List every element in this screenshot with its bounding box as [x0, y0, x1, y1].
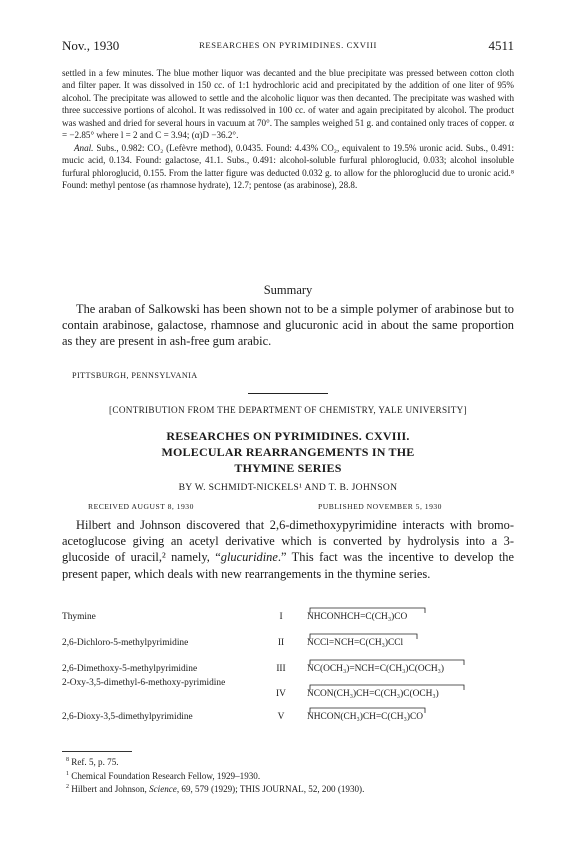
- compound-name: 2,6-Dimethoxy-5-methylpyrimidine: [62, 664, 198, 674]
- footnote-mark: 2: [66, 784, 69, 790]
- compound-numeral: V: [277, 712, 285, 722]
- published-date: PUBLISHED NOVEMBER 5, 1930: [318, 502, 442, 511]
- compound-numeral: IV: [276, 689, 286, 699]
- compound-name: 2-Oxy-3,5-dimethyl-6-methoxy-pyrimidine: [62, 678, 226, 688]
- compound-numeral: II: [277, 638, 285, 648]
- footnote-journal: Science: [149, 784, 177, 795]
- compound-name: 2,6-Dichloro-5-methylpyrimidine: [62, 638, 189, 648]
- structural-formula: NCON(CH₃)CH=C(CH₃)C(OCH₃): [307, 689, 439, 699]
- footnote: [66, 771, 260, 781]
- structural-formula: NC(OCH₃)=NCH=C(CH₃)C(OCH₃): [307, 664, 445, 674]
- analysis-paragraph: [62, 142, 514, 192]
- structural-formula: NCCl=NCH=C(CH₃)CCl: [307, 638, 404, 648]
- intro-text-b: .” This fact was the incentive to develop the present paper, which deals with new rearrangements in the thymine series.: [62, 550, 514, 581]
- compound-name: 2,6-Dioxy-3,5-dimethylpyrimidine: [62, 712, 193, 722]
- footnote: [66, 757, 119, 767]
- analysis-text: Subs., 0.982: CO₂ (Lefèvre method), 0.0435. Found: 4.43% CO₂, equivalent to 19.5% uronic acid. Subs., 0.491: mucic acid, 0.134. Found: galactose, 41.1. Subs., 0.491: alcohol-soluble furfural phloroglucid, 0.033; alcohol insoluble furfural phloroglucid, 0.155. From the latter figure was deducted 0.032 g. to allow for the phloroglucid due to uronic acid.⁸ Found: methyl pentose (as rhamnose hydrate), 12.7; pentose (as arabinose), 28.8.: [62, 142, 514, 191]
- compound-name: Thymine: [62, 612, 96, 622]
- compound-numeral: III: [276, 664, 286, 674]
- contribution-line: [CONTRIBUTION FROM THE DEPARTMENT OF CHEMISTRY, YALE UNIVERSITY]: [109, 405, 467, 415]
- footnote-text: Chemical Foundation Research Fellow, 1929–1930.: [71, 771, 261, 782]
- running-header: [62, 38, 514, 56]
- footnote-text: , 69, 579 (1929); THIS JOURNAL, 52, 200 (1930).: [176, 784, 365, 795]
- compound-row: [62, 678, 514, 698]
- summary-text: The araban of Salkowski has been shown not to be a simple polymer of arabinose but to contain arabinose, galactose, rhamnose and glucuronic acid in about the same proportion as they are present in ash-free gum arabic.: [62, 302, 514, 349]
- experimental-text: [62, 67, 514, 192]
- structural-formula: NHCONHCH=C(CH₃)CO: [307, 612, 408, 622]
- structural-formula: NHCON(CH₃)CH=C(CH₃)CO: [307, 712, 423, 722]
- intro-paragraph: [62, 517, 514, 582]
- intro-italic: glucuridine: [220, 550, 278, 565]
- continued-paragraph: settled in a few minutes. The blue mother liquor was decanted and the blue precipitate was pressed between cotton cloth and filter paper. It was dissolved in 150 cc. of 1:1 hydrochloric acid and precipitated by the addition of one liter of 95% alcohol. The precipitate was allowed to settle and the alcoholic liquor was then decanted. The precipitate was washed with three successive portions of alcohol. It was redissolved in 100 cc. of water and again precipitated by alcohol. The product was washed and dried for several hours in vacuum at 70°. The samples weighed 51 g. and contained only traces of copper. α = −2.85° where l = 2 and C = 3.94; (α)D −36.2°.: [62, 68, 514, 141]
- summary-location: PITTSBURGH, PENNSYLVANIA: [72, 371, 198, 380]
- analysis-label: Anal.: [74, 142, 94, 153]
- summary-heading: Summary: [263, 283, 313, 297]
- footnote-mark: 8: [66, 757, 69, 763]
- issue-date: Nov., 1930: [62, 38, 120, 53]
- compound-row: [62, 612, 514, 632]
- intro-text-a: Hilbert and Johnson discovered that 2,6-dimethoxypyrimidine interacts with bromo-acetoglucose giving an acetyl derivative which is converted by hydrolysis into a 3-glucoside of uracil,² namely, “: [62, 518, 514, 565]
- compound-row: [62, 638, 514, 658]
- author-line: BY W. SCHMIDT-NICKELS¹ AND T. B. JOHNSON: [178, 482, 398, 493]
- page-number: 4511: [488, 38, 514, 53]
- compound-numeral: I: [279, 612, 283, 622]
- title-line-3: THYMINE SERIES: [234, 461, 342, 475]
- footnote: [66, 784, 364, 794]
- title-line-2: MOLECULAR REARRANGEMENTS IN THE: [161, 445, 415, 459]
- footnote-mark: 1: [66, 771, 69, 777]
- footnote-text: Ref. 5, p. 75.: [71, 757, 119, 768]
- compound-row: [62, 712, 514, 732]
- article-title: [62, 428, 514, 476]
- section-divider: [248, 393, 328, 394]
- title-line-1: RESEARCHES ON PYRIMIDINES. CXVIII.: [166, 429, 410, 443]
- running-title: RESEARCHES ON PYRIMIDINES. CXVIII: [199, 40, 377, 50]
- footnote-rule: [62, 751, 132, 752]
- received-date: RECEIVED AUGUST 8, 1930: [88, 502, 194, 511]
- footnote-text: Hilbert and Johnson,: [71, 784, 150, 795]
